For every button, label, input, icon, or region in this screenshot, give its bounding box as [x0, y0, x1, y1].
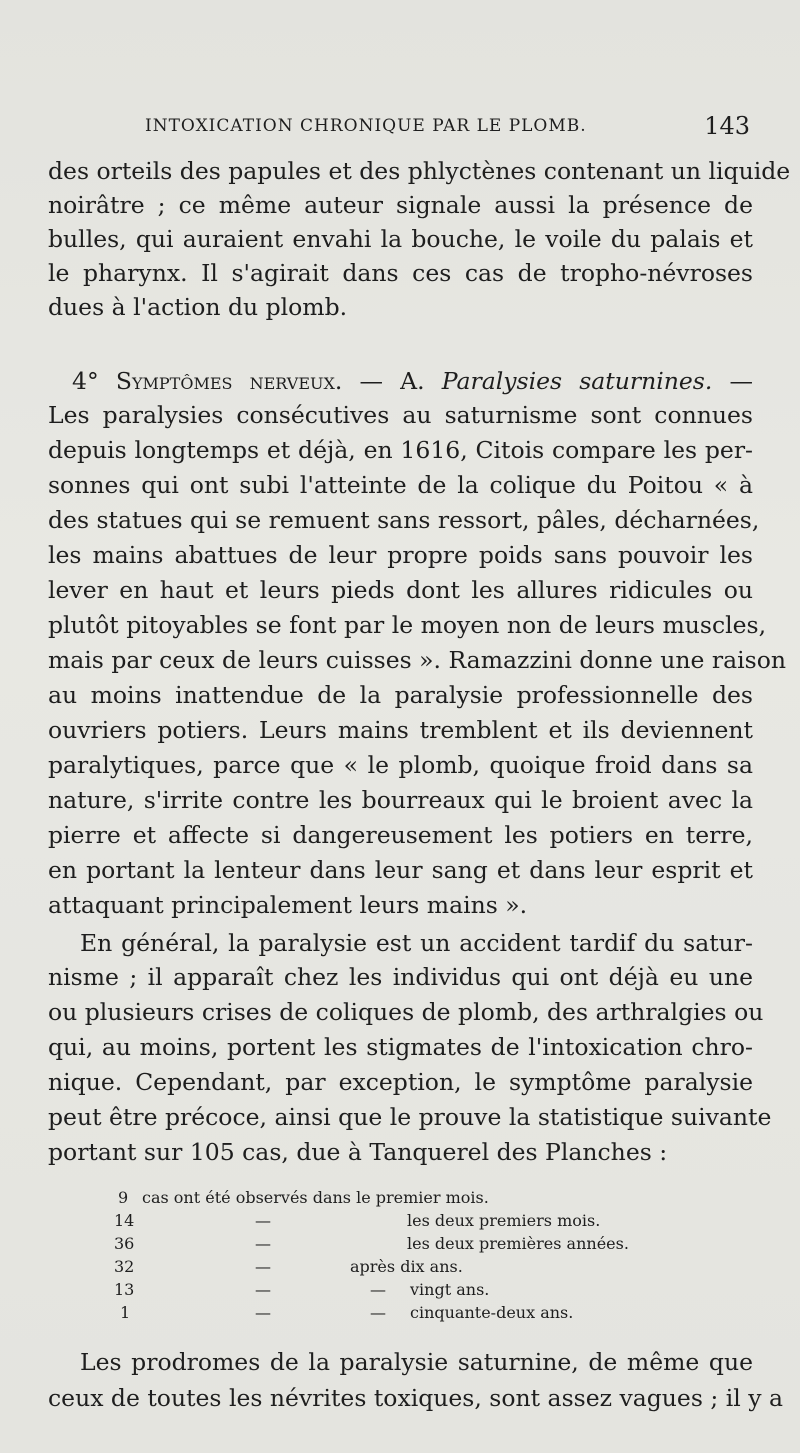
running-title: INTOXICATION CHRONIQUE PAR LE PLOMB.: [145, 116, 587, 136]
count-cell: 14: [114, 1211, 135, 1230]
section-number: 4°: [72, 367, 99, 395]
text-line: sonnes qui ont subi l'atteinte de la colique du Poitou « à: [48, 471, 753, 499]
text-line: paralytiques, parce que « le plomb, quoique froid dans sa: [48, 751, 753, 779]
text-cell: les deux premiers mois.: [407, 1211, 601, 1230]
count-cell: 13: [114, 1280, 135, 1299]
dash-cell: —: [370, 1303, 386, 1322]
text-line: nisme ; il apparaît chez les individus qui ont déjà eu une: [48, 963, 753, 991]
section-heading: [72, 364, 753, 398]
text-line: attaquant principalement leurs mains ».: [48, 891, 528, 919]
dash-cell: —: [255, 1211, 271, 1230]
text-line: Les paralysies consécutives au saturnisme sont connues: [48, 401, 753, 429]
statistics-table: [0, 1188, 800, 1328]
text-cell: vingt ans.: [410, 1280, 490, 1299]
section-title: Symptômes nerveux.: [115, 367, 343, 395]
dash-cell: —: [255, 1257, 271, 1276]
section-subtitle: Paralysies saturnines.: [441, 367, 713, 395]
table-row: [0, 1257, 800, 1279]
dash-cell: —: [255, 1234, 271, 1253]
text-line: des statues qui se remuent sans ressort, pâles, décharnées,: [48, 506, 760, 534]
text-line: ouvriers potiers. Leurs mains tremblent et ils deviennent: [48, 716, 753, 744]
text-line: lever en haut et leurs pieds dont les allures ridicules ou: [48, 576, 753, 604]
text-line: le pharynx. Il s'agirait dans ces cas de tropho-névroses: [48, 259, 753, 287]
count-cell: 1: [120, 1303, 131, 1322]
text-line: nature, s'irrite contre les bourreaux qui le broient avec la: [48, 786, 753, 814]
text-line: ou plusieurs crises de coliques de plomb, des arthralgies ou: [48, 998, 764, 1026]
text-line: ceux de toutes les névrites toxiques, sont assez vagues ; il y a: [48, 1384, 783, 1412]
page-number: 143: [704, 112, 750, 140]
table-row: [0, 1280, 800, 1302]
text-cell: cinquante-deux ans.: [410, 1303, 574, 1322]
text-line: pierre et affecte si dangereusement les potiers en terre,: [48, 821, 753, 849]
table-row: [0, 1188, 800, 1210]
count-cell: 9: [118, 1188, 129, 1207]
dash-cell: —: [370, 1280, 386, 1299]
dash-cell: —: [255, 1280, 271, 1299]
section-dash: — A.: [359, 367, 425, 395]
text-line: En général, la paralysie est un accident tardif du satur-: [80, 929, 753, 957]
dash-cell: —: [255, 1303, 271, 1322]
text-cell: après dix ans.: [350, 1257, 463, 1276]
table-row: [0, 1303, 800, 1325]
text-line: des orteils des papules et des phlyctènes contenant un liquide: [48, 157, 791, 185]
text-line: plutôt pitoyables se font par le moyen non de leurs muscles,: [48, 611, 767, 639]
text-line: en portant la lenteur dans leur sang et dans leur esprit et: [48, 856, 753, 884]
table-row: [0, 1211, 800, 1233]
count-cell: 36: [114, 1234, 135, 1253]
text-cell: cas ont été observés dans le premier mois.: [142, 1188, 489, 1207]
text-line: portant sur 105 cas, due à Tanquerel des Planches :: [48, 1138, 668, 1166]
text-line: qui, au moins, portent les stigmates de l'intoxication chro-: [48, 1033, 753, 1061]
table-row: [0, 1234, 800, 1256]
count-cell: 32: [114, 1257, 135, 1276]
text-line: Les prodromes de la paralysie saturnine, de même que: [80, 1348, 753, 1376]
text-line: dues à l'action du plomb.: [48, 293, 348, 321]
section-dash-end: —: [729, 367, 753, 395]
page-header: [145, 112, 750, 140]
text-cell: les deux premières années.: [407, 1234, 629, 1253]
text-line: depuis longtemps et déjà, en 1616, Citois compare les per-: [48, 436, 753, 464]
text-line: nique. Cependant, par exception, le symptôme paralysie: [48, 1068, 753, 1096]
text-line: peut être précoce, ainsi que le prouve la statistique suivante: [48, 1103, 772, 1131]
text-line: mais par ceux de leurs cuisses ». Ramazzini donne une raison: [48, 646, 786, 674]
text-line: les mains abattues de leur propre poids sans pouvoir les: [48, 541, 753, 569]
text-line: au moins inattendue de la paralysie professionnelle des: [48, 681, 753, 709]
text-line: bulles, qui auraient envahi la bouche, le voile du palais et: [48, 225, 753, 253]
text-line: noirâtre ; ce même auteur signale aussi la présence de: [48, 191, 753, 219]
